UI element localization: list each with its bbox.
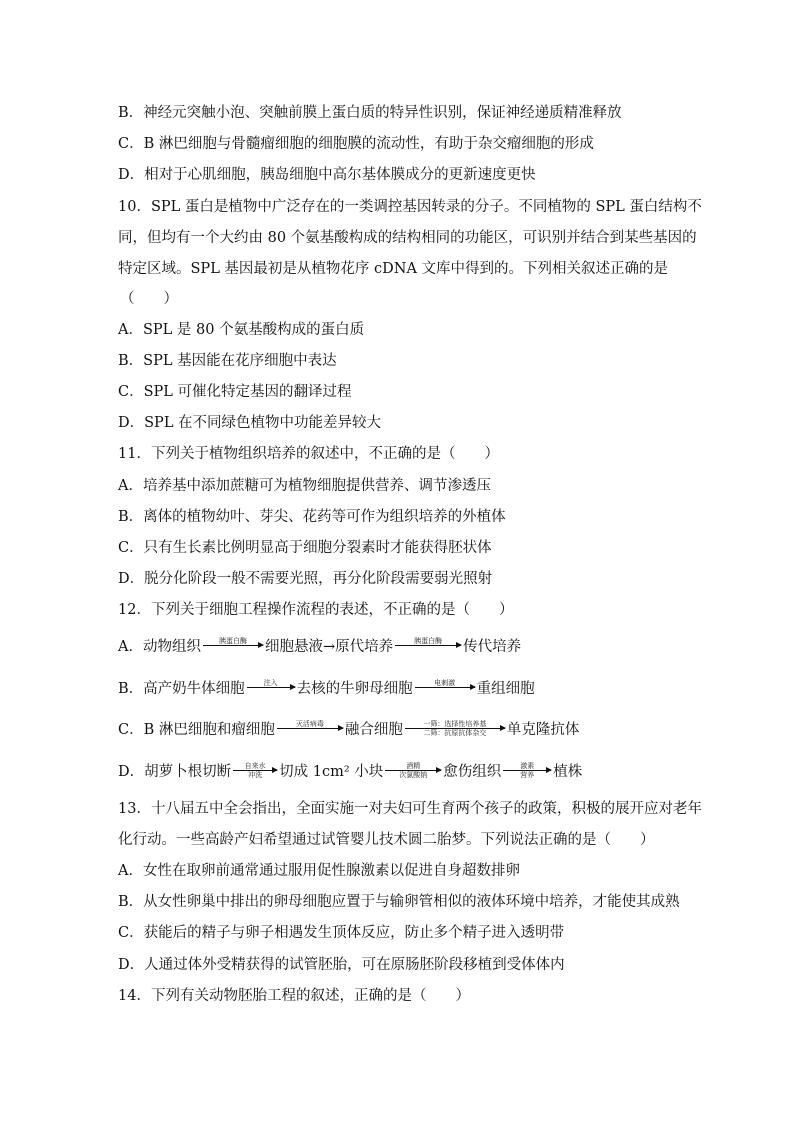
q13-option-a: A．女性在取卵前通常通过服用促性腺激素以促进自身超数排卵 — [118, 863, 520, 879]
arrow-shaft — [247, 687, 295, 688]
arrow-shaft — [395, 645, 461, 646]
q11-option-c: C．只有生长素比例明显高于细胞分裂素时才能获得胚状体 — [118, 540, 492, 556]
arrow-shaft — [503, 770, 551, 771]
q9-option-b: B．神经元突触小泡、突触前膜上蛋白质的特异性识别，保证神经递质精准释放 — [118, 105, 622, 121]
arrow-label-bottom: 二筛：抗原抗体杂交 — [423, 728, 487, 737]
q13-option-c: C．获能后的精子与卵子相遇发生顶体反应，防止多个精子进入透明带 — [118, 925, 565, 941]
q12a-part2: 细胞悬液→原代培养 — [264, 639, 394, 655]
arrow-label-top: 胰蛋白酶 — [218, 636, 247, 645]
q12c-part2: 融合细胞 — [344, 722, 403, 738]
arrow-shaft — [385, 770, 441, 771]
q10-stem-line3: 特定区域。SPL 基因最初是从植物花序 cDNA 文库中得到的。下列相关叙述正确的是 — [118, 261, 669, 277]
q10-option-d: D．SPL 在不同绿色植物中功能差异较大 — [118, 415, 382, 431]
q13-option-d: D．人通过体外受精获得的试管胚胎，可在原肠胚阶段移植到受体体内 — [118, 957, 565, 973]
q12b-part1: B．高产奶牛体细胞 — [118, 681, 245, 697]
q12-stem: 12．下列关于细胞工程操作流程的表述，不正确的是（ ） — [118, 602, 514, 618]
q10-option-b: B．SPL 基因能在花序细胞中表达 — [118, 353, 337, 369]
reaction-arrow — [247, 679, 295, 696]
reaction-arrow — [277, 720, 343, 737]
q12c-part1: C．B 淋巴细胞和瘤细胞 — [118, 722, 275, 738]
reaction-arrow — [405, 720, 505, 737]
q9-option-c: C．B 淋巴细胞与骨髓瘤细胞的细胞膜的流动性，有助于杂交瘤细胞的形成 — [118, 136, 594, 152]
arrow-label-bottom: 营养 — [520, 770, 535, 779]
reaction-arrow — [233, 762, 277, 779]
reaction-arrow — [415, 679, 475, 696]
arrow-label-top: 电刺激 — [434, 678, 456, 687]
q11-stem: 11．下列关于植物组织培养的叙述中，不正确的是（ ） — [118, 446, 499, 462]
q9-option-d: D．相对于心肌细胞，胰岛细胞中高尔基体膜成分的更新速度更快 — [118, 167, 536, 183]
q12-option-a — [118, 637, 521, 657]
arrow-shaft — [203, 645, 263, 646]
q11-option-d: D．脱分化阶段一般不需要光照，再分化阶段需要弱光照射 — [118, 571, 493, 587]
arrow-label-top: 注入 — [263, 678, 278, 687]
q12b-part2: 去核的牛卵母细胞 — [296, 681, 413, 697]
q11-option-b: B．离体的植物幼叶、芽尖、花药等可作为组织培养的外植体 — [118, 509, 506, 525]
q12a-part3: 传代培养 — [463, 639, 522, 655]
q12d-part3: 愈伤组织 — [443, 764, 502, 780]
arrow-label-bottom: 次氯酸钠 — [399, 770, 428, 779]
q12-option-b — [118, 679, 535, 699]
reaction-arrow — [503, 762, 551, 779]
arrow-label-bottom: 冲洗 — [248, 770, 263, 779]
arrow-shaft — [233, 770, 277, 771]
q12d-part2: 切成 1cm² 小块 — [279, 764, 384, 780]
arrow-shaft — [415, 687, 475, 688]
q10-stem-line1: 10．SPL 蛋白是植物中广泛存在的一类调控基因转录的分子。不同植物的 SPL 蛋白结构不 — [118, 199, 702, 215]
reaction-arrow — [203, 637, 263, 654]
q12d-part4: 植株 — [553, 764, 583, 780]
arrow-label-top: 胰蛋白酶 — [414, 636, 443, 645]
q13-stem-line1: 13．十八届五中全会指出，全面实施一对夫妇可生育两个孩子的政策，积极的展开应对老年 — [118, 801, 702, 817]
arrow-label-top: 激素 — [520, 761, 535, 770]
arrow-label-top: 灭活病毒 — [295, 719, 324, 728]
arrow-label-top: 酒精 — [406, 761, 421, 770]
q12b-part3: 重组细胞 — [476, 681, 535, 697]
arrow-shaft — [277, 728, 343, 729]
q12d-part1: D．胡萝卜根切断 — [118, 764, 232, 780]
q12-option-c — [118, 720, 579, 740]
q10-answer-bracket: （ ） — [120, 291, 178, 307]
arrow-shaft — [405, 728, 505, 729]
q12c-part3: 单克隆抗体 — [506, 722, 580, 738]
q13-option-b: B．从女性卵巢中排出的卵母细胞应置于与输卵管相似的液体环境中培养，才能使其成熟 — [118, 894, 680, 910]
reaction-arrow — [385, 762, 441, 779]
reaction-arrow — [395, 637, 461, 654]
q10-stem-line2: 同，但均有一个大约由 80 个氨基酸构成的结构相同的功能区，可识别并结合到某些基因的 — [118, 230, 697, 246]
q10-option-c: C．SPL 可催化特定基因的翻译过程 — [118, 384, 352, 400]
q14-stem: 14．下列有关动物胚胎工程的叙述，正确的是（ ） — [118, 988, 470, 1004]
arrow-label-top: 自来水 — [244, 761, 266, 770]
q12a-part1: A．动物组织 — [118, 639, 201, 655]
q10-option-a: A．SPL 是 80 个氨基酸构成的蛋白质 — [118, 322, 365, 338]
arrow-label-top: 一筛：选择性培养基 — [423, 719, 487, 728]
q13-stem-line2: 化行动。一些高龄产妇希望通过试管婴儿技术圆二胎梦。下列说法正确的是（ ） — [118, 832, 655, 848]
q12-option-d — [118, 762, 582, 782]
q11-option-a: A．培养基中添加蔗糖可为植物细胞提供营养、调节渗透压 — [118, 478, 491, 494]
